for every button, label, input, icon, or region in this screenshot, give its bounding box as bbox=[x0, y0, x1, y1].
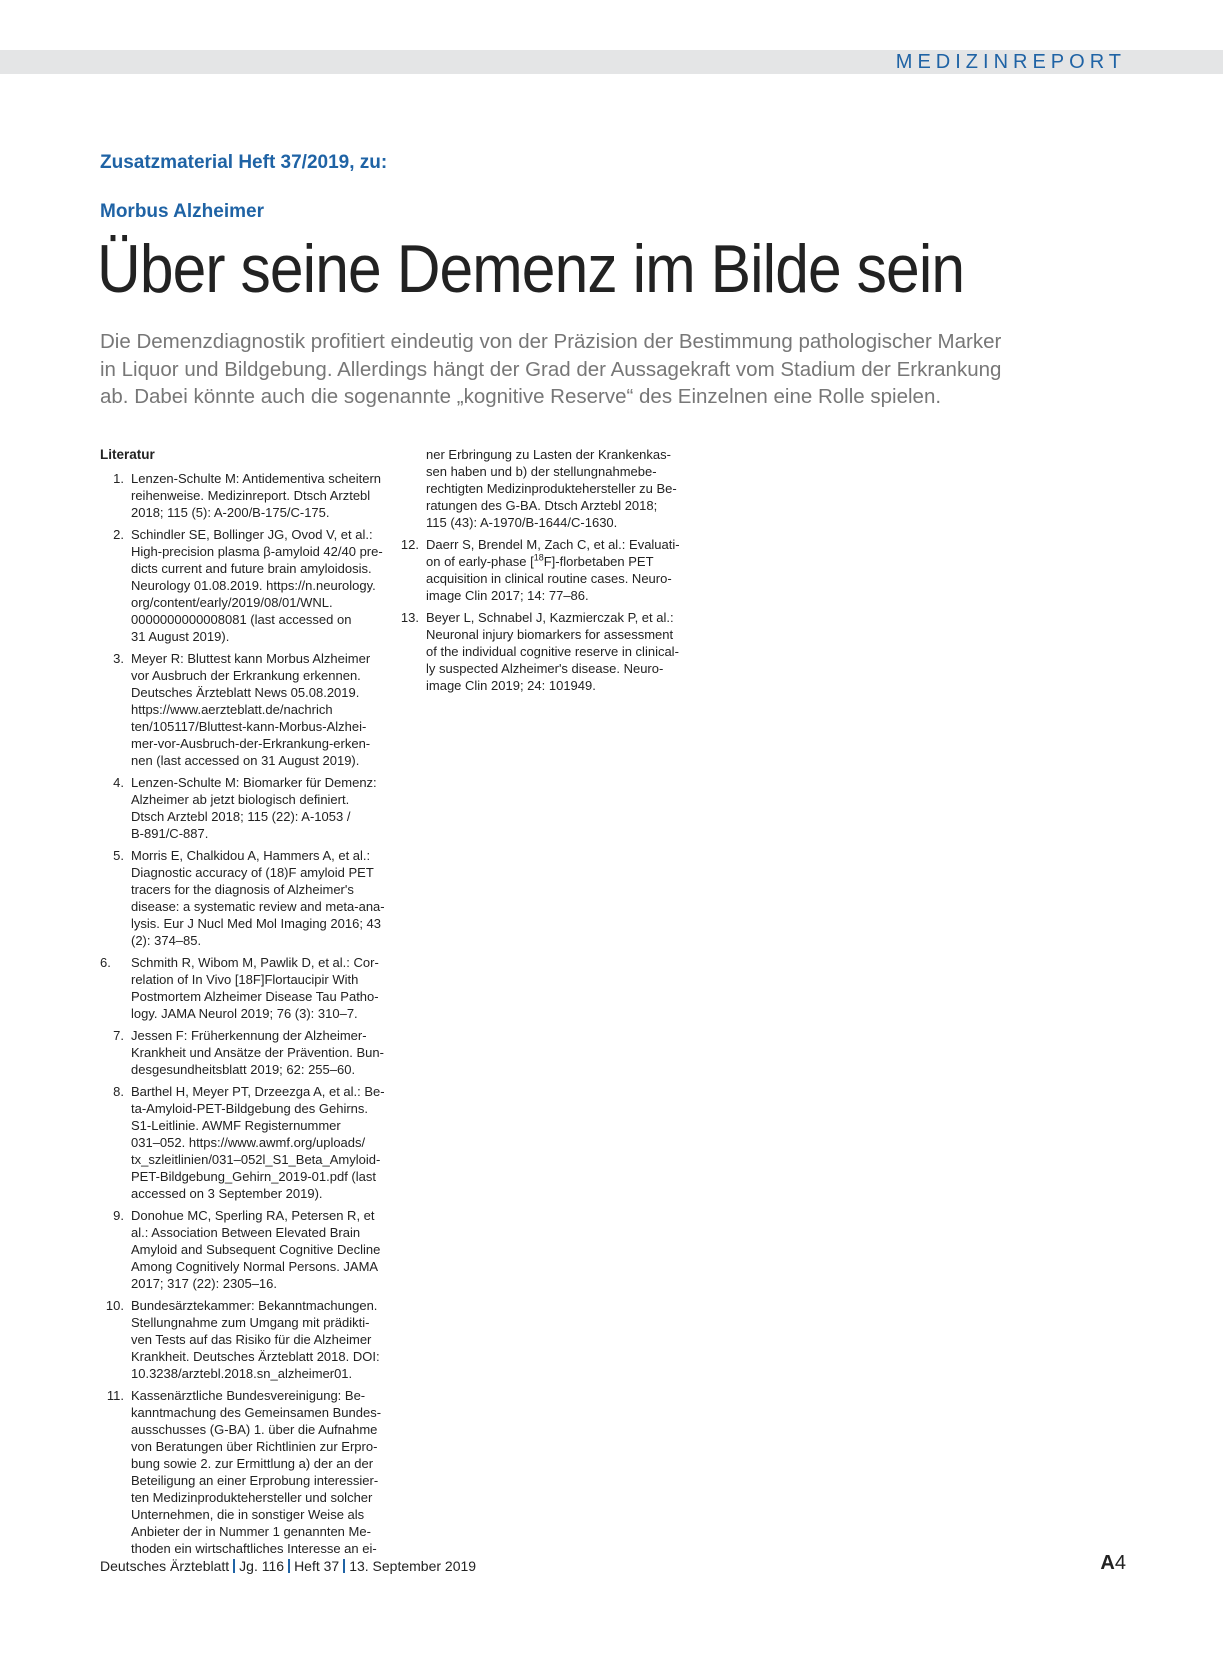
reference-line: ta-Amyloid-PET-Bildgebung des Gehirns. bbox=[131, 1101, 369, 1116]
reference-list bbox=[100, 470, 390, 1557]
reference-line: Krankheit. Deutsches Ärzteblatt 2018. DOI: bbox=[131, 1349, 380, 1364]
reference-number: 11. bbox=[106, 1388, 124, 1403]
reference-line: Neurology 01.08.2019. https://n.neurology. bbox=[131, 578, 376, 593]
reference-text bbox=[131, 1297, 390, 1382]
reference-line: bung sowie 2. zur Ermittlung a) der an der bbox=[131, 1456, 374, 1471]
reference-number: 5. bbox=[113, 848, 124, 863]
reference-line: desgesundheitsblatt 2019; 62: 255–60. bbox=[131, 1062, 356, 1077]
reference-line: accessed on 3 September 2019). bbox=[131, 1186, 323, 1201]
reference-text bbox=[131, 954, 390, 1022]
reference-text bbox=[131, 1083, 390, 1202]
reference-number: 7. bbox=[113, 1028, 124, 1043]
reference-item bbox=[395, 609, 685, 694]
lead-line: Die Demenzdiagnostik profitiert eindeutig von der Präzision der Bestimmung pathologischer Marker bbox=[100, 330, 1002, 353]
reference-line: 31 August 2019). bbox=[131, 629, 230, 644]
reference-line: Meyer R: Bluttest kann Morbus Alzheimer bbox=[131, 651, 371, 666]
reference-text bbox=[131, 650, 390, 769]
reference-number: 3. bbox=[113, 651, 124, 666]
reference-line: relation of In Vivo [18F]Flortaucipir With bbox=[131, 972, 359, 987]
reference-line: reihenweise. Medizinreport. Dtsch Arztebl bbox=[131, 488, 371, 503]
reference-item bbox=[100, 847, 390, 949]
reference-line: Deutsches Ärzteblatt News 05.08.2019. bbox=[131, 685, 360, 700]
reference-line: High-precision plasma β-amyloid 42/40 pre- bbox=[131, 544, 383, 559]
reference-fragment: on of early-phase [ bbox=[426, 554, 534, 569]
reference-item bbox=[100, 774, 390, 842]
reference-number: 13. bbox=[400, 610, 419, 625]
reference-line: logy. JAMA Neurol 2019; 76 (3): 310–7. bbox=[131, 1006, 358, 1021]
reference-text bbox=[131, 847, 390, 949]
reference-line: Schindler SE, Bollinger JG, Ovod V, et al.: bbox=[131, 527, 373, 542]
reference-text bbox=[131, 1207, 390, 1292]
issue-date: 13. September 2019 bbox=[349, 1558, 477, 1574]
section-label: MEDIZINREPORT bbox=[895, 51, 1126, 73]
reference-line: 10.3238/arztebl.2018.sn_alzheimer01. bbox=[131, 1366, 353, 1381]
reference-line: image Clin 2019; 24: 101949. bbox=[426, 678, 596, 693]
footer-divider bbox=[288, 1559, 290, 1573]
reference-line: ratungen des G-BA. Dtsch Arztebl 2018; bbox=[426, 498, 658, 513]
isotope-superscript: 18 bbox=[533, 552, 544, 563]
reference-line: Alzheimer ab jetzt biologisch definiert. bbox=[131, 792, 350, 807]
reference-text bbox=[131, 774, 390, 842]
reference-number: 9. bbox=[113, 1208, 124, 1223]
page-digit: 4 bbox=[1114, 1552, 1126, 1574]
reference-line: 031–052. https://www.awmf.org/uploads/ bbox=[131, 1135, 366, 1150]
reference-line: Lenzen-Schulte M: Antidementiva scheitern bbox=[131, 471, 382, 486]
reference-item bbox=[100, 1297, 390, 1382]
reference-text bbox=[426, 609, 685, 694]
reference-item bbox=[100, 650, 390, 769]
reference-item bbox=[100, 1083, 390, 1202]
reference-line: rechtigten Medizinproduktehersteller zu Be- bbox=[426, 481, 677, 496]
reference-line: Unternehmen, die in sonstiger Weise als bbox=[131, 1507, 365, 1522]
reference-line: Krankheit und Ansätze der Prävention. Bun- bbox=[131, 1045, 384, 1060]
reference-line: sen haben und b) der stellungnahmebe- bbox=[426, 464, 657, 479]
journal-issue: Heft 37 bbox=[294, 1558, 340, 1574]
reference-line: Bundesärztekammer: Bekanntmachungen. bbox=[131, 1298, 378, 1313]
reference-number: 4. bbox=[113, 775, 124, 790]
reference-line: Among Cognitively Normal Persons. JAMA bbox=[131, 1259, 379, 1274]
reference-number: 6. bbox=[100, 955, 111, 970]
reference-line: ten Medizinproduktehersteller und solcher bbox=[131, 1490, 373, 1505]
reference-line: Anbieter der in Nummer 1 genannten Me- bbox=[131, 1524, 371, 1539]
references-column-2 bbox=[395, 446, 685, 699]
journal-volume: Jg. 116 bbox=[239, 1558, 285, 1574]
reference-line: image Clin 2017; 14: 77–86. bbox=[426, 588, 589, 603]
reference-line: Lenzen-Schulte M: Biomarker für Demenz: bbox=[131, 775, 377, 790]
reference-line: lysis. Eur J Nucl Med Mol Imaging 2016; 43 bbox=[131, 916, 381, 931]
reference-line: Beteiligung an einer Erprobung interessier- bbox=[131, 1473, 379, 1488]
reference-number: 12. bbox=[400, 537, 419, 552]
reference-item bbox=[100, 526, 390, 645]
reference-item bbox=[100, 1387, 390, 1557]
reference-line bbox=[426, 553, 685, 570]
reference-item bbox=[100, 1207, 390, 1292]
reference-fragment: F]-florbetaben PET bbox=[543, 554, 654, 569]
literature-heading: Literatur bbox=[100, 447, 155, 462]
supplement-kicker: Zusatzmaterial Heft 37/2019, zu: bbox=[100, 152, 388, 173]
reference-11-continued bbox=[395, 446, 685, 531]
footer-divider bbox=[343, 1559, 345, 1573]
reference-text bbox=[131, 470, 390, 521]
reference-line: acquisition in clinical routine cases. Neuro- bbox=[426, 571, 672, 586]
article-title: Über seine Demenz im Bilde sein bbox=[97, 231, 965, 307]
reference-line: tracers for the diagnosis of Alzheimer's bbox=[131, 882, 354, 897]
reference-line: Beyer L, Schnabel J, Kazmierczak P, et al.: bbox=[426, 610, 674, 625]
reference-line: Stellungnahme zum Umgang mit prädikti- bbox=[131, 1315, 370, 1330]
reference-line: von Beratungen über Richtlinien zur Erpro- bbox=[131, 1439, 378, 1454]
reference-text bbox=[131, 1027, 390, 1078]
reference-line: (2): 374–85. bbox=[131, 933, 202, 948]
reference-line: ner Erbringung zu Lasten der Krankenkas- bbox=[426, 447, 671, 462]
page-letter: A bbox=[1100, 1552, 1115, 1574]
reference-line: B-891/C-887. bbox=[131, 826, 209, 841]
reference-item bbox=[100, 470, 390, 521]
reference-item bbox=[395, 536, 685, 604]
article-topic: Morbus Alzheimer bbox=[100, 201, 264, 222]
reference-line: tx_szleitlinien/031–052l_S1_Beta_Amyloid- bbox=[131, 1152, 381, 1167]
section-header-bar bbox=[0, 50, 1223, 74]
references-column-1 bbox=[100, 446, 390, 1562]
reference-line: disease: a systematic review and meta-ana- bbox=[131, 899, 385, 914]
reference-line: Schmith R, Wibom M, Pawlik D, et al.: Cor- bbox=[131, 955, 379, 970]
reference-line: Neuronal injury biomarkers for assessment bbox=[426, 627, 674, 642]
reference-line: 2018; 115 (5): A-200/B-175/C-175. bbox=[131, 505, 330, 520]
reference-number: 10. bbox=[105, 1298, 124, 1313]
reference-line: dicts current and future brain amyloidosis. bbox=[131, 561, 372, 576]
reference-line: ly suspected Alzheimer's disease. Neuro- bbox=[426, 661, 664, 676]
reference-line: Barthel H, Meyer PT, Drzeezga A, et al.: Be- bbox=[131, 1084, 385, 1099]
journal-name: Deutsches Ärzteblatt bbox=[100, 1558, 230, 1574]
reference-number: 8. bbox=[113, 1084, 124, 1099]
reference-line: Donohue MC, Sperling RA, Petersen R, et bbox=[131, 1208, 375, 1223]
reference-line: vor Ausbruch der Erkrankung erkennen. bbox=[131, 668, 361, 683]
reference-line: Amyloid and Subsequent Cognitive Decline bbox=[131, 1242, 381, 1257]
reference-line: S1-Leitlinie. AWMF Registernummer bbox=[131, 1118, 341, 1133]
reference-line: Daerr S, Brendel M, Zach C, et al.: Evaluati- bbox=[426, 537, 680, 552]
reference-text bbox=[131, 526, 390, 645]
reference-item bbox=[100, 954, 390, 1022]
reference-line: 2017; 317 (22): 2305–16. bbox=[131, 1276, 278, 1291]
reference-number: 2. bbox=[113, 527, 124, 542]
reference-line: Postmortem Alzheimer Disease Tau Patho- bbox=[131, 989, 379, 1004]
reference-line: ausschusses (G-BA) 1. über die Aufnahme bbox=[131, 1422, 378, 1437]
reference-line: 0000000000008081 (last accessed on bbox=[131, 612, 352, 627]
reference-line: Jessen F: Früherkennung der Alzheimer- bbox=[131, 1028, 367, 1043]
reference-line: Morris E, Chalkidou A, Hammers A, et al.: bbox=[131, 848, 371, 863]
reference-line: thoden ein wirtschaftliches Interesse an ei- bbox=[131, 1541, 377, 1556]
reference-line: ten/105117/Bluttest-kann-Morbus-Alzhei- bbox=[131, 719, 367, 734]
reference-line: ven Tests auf das Risiko für die Alzheimer bbox=[131, 1332, 372, 1347]
reference-line: nen (last accessed on 31 August 2019). bbox=[131, 753, 360, 768]
reference-line: of the individual cognitive reserve in clinical- bbox=[426, 644, 679, 659]
page-number bbox=[1100, 1552, 1126, 1575]
reference-line: mer-vor-Ausbruch-der-Erkrankung-erken- bbox=[131, 736, 371, 751]
reference-line: PET-Bildgebung_Gehirn_2019-01.pdf (last bbox=[131, 1169, 376, 1184]
lead-line: ab. Dabei könnte auch die sogenannte „kognitive Reserve“ des Einzelnen eine Rolle spielen. bbox=[100, 385, 942, 408]
page-footer bbox=[100, 1558, 476, 1574]
reference-line: org/content/early/2019/08/01/WNL. bbox=[131, 595, 333, 610]
reference-line: Dtsch Arztebl 2018; 115 (22): A-1053 / bbox=[131, 809, 351, 824]
reference-text bbox=[426, 536, 685, 604]
reference-line: al.: Association Between Elevated Brain bbox=[131, 1225, 361, 1240]
reference-line: 115 (43): A-1970/B-1644/C-1630. bbox=[426, 515, 618, 530]
reference-line: Diagnostic accuracy of (18)F amyloid PET bbox=[131, 865, 374, 880]
reference-text bbox=[131, 1387, 390, 1557]
reference-line: kanntmachung des Gemeinsamen Bundes- bbox=[131, 1405, 382, 1420]
article-lead bbox=[100, 328, 1002, 411]
reference-line: https://www.aerzteblatt.de/nachrich bbox=[131, 702, 333, 717]
reference-item bbox=[100, 1027, 390, 1078]
footer-divider bbox=[233, 1559, 235, 1573]
lead-line: in Liquor und Bildgebung. Allerdings hängt der Grad der Aussagekraft vom Stadium der Erkrankung bbox=[100, 357, 1002, 381]
reference-number: 1. bbox=[113, 471, 124, 486]
reference-line: Kassenärztliche Bundesvereinigung: Be- bbox=[131, 1388, 366, 1403]
